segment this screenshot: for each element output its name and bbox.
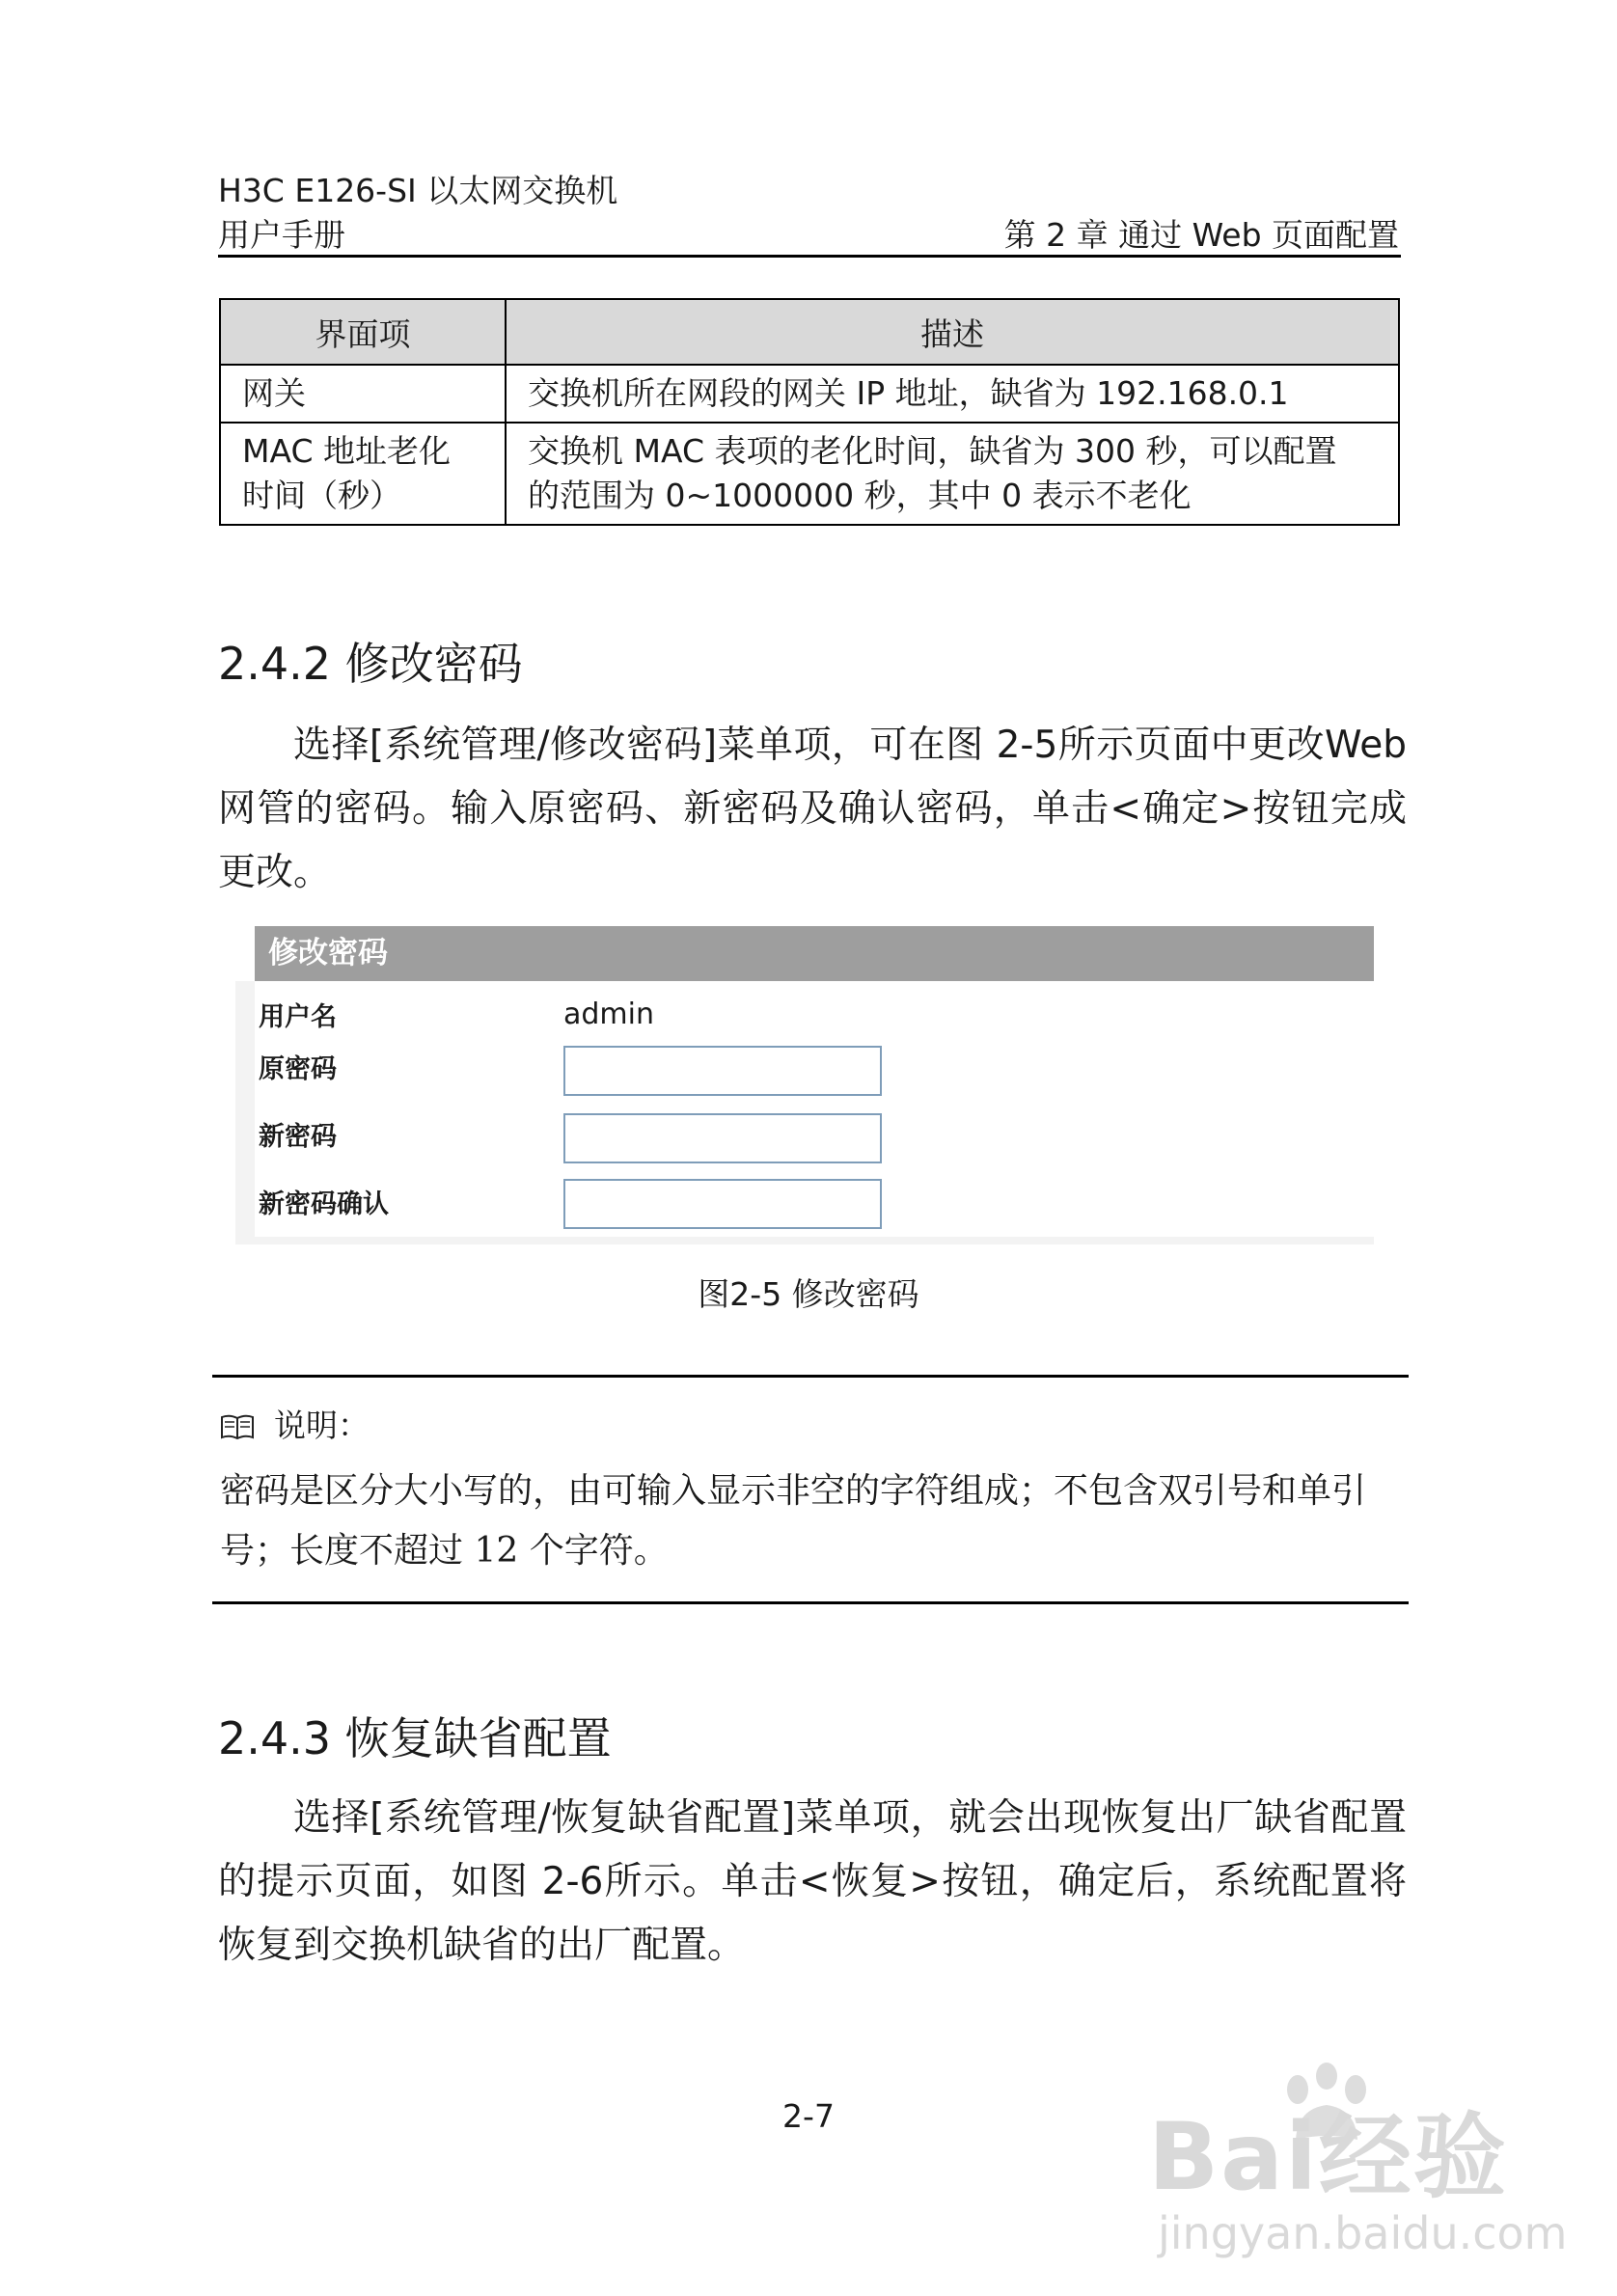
header-chapter: 第 2 章 通过 Web 页面配置 (1003, 216, 1399, 254)
change-password-figure (235, 926, 1374, 1244)
new-password-label: 新密码 (259, 1122, 337, 1152)
table-cell-line: 交换机 MAC 表项的老化时间，缺省为 300 秒，可以配置 (528, 432, 1337, 470)
table-header-row (220, 299, 1399, 365)
table-header-cell: 描述 (506, 299, 1399, 365)
username-value: admin (563, 998, 654, 1031)
watermark-url: jingyan.baidu.com (1158, 2207, 1568, 2259)
section-heading-2-4-3: 2.4.3 恢复缺省配置 (218, 1712, 612, 1764)
section-paragraph-2-4-3: 选择[系统管理/恢复缺省配置]菜单项，就会出现恢复出厂缺省配置的提示页面，如图 2-6所示。单击<恢复>按钮，确定后，系统配置将恢复到交换机缺省的出厂配置。 (218, 1796, 1407, 1967)
new-password-input[interactable] (563, 1113, 882, 1163)
figure-shade-bottom (235, 1237, 1374, 1244)
table-cell-line: 时间（秒） (242, 477, 401, 514)
watermark-brand: Bai经验 (1148, 2103, 1508, 2211)
old-password-input[interactable] (563, 1046, 882, 1096)
note-body: 密码是区分大小写的，由可输入显示非空的字符组成；不包含双引号和单引号；长度不超过 12 个字符。 (220, 1471, 1367, 1571)
book-icon (220, 1410, 255, 1437)
table-cell-item (220, 423, 506, 525)
table-cell-line: 的范围为 0~1000000 秒，其中 0 表示不老化 (528, 477, 1192, 514)
section-paragraph-2-4-2: 选择[系统管理/修改密码]菜单项，可在图 2-5所示页面中更改Web网管的密码。输入原密码、新密码及确认密码，单击<确定>按钮完成更改。 (218, 724, 1407, 894)
table-cell-line: MAC 地址老化 (242, 432, 451, 470)
figure-caption: 图2-5 修改密码 (698, 1275, 919, 1313)
note-title: 说明： (274, 1407, 370, 1444)
table-row (220, 423, 1399, 525)
header-product: H3C E126-SI 以太网交换机 (218, 172, 618, 209)
note-top-rule (212, 1375, 1409, 1378)
table-header-cell: 界面项 (220, 299, 506, 365)
section-heading-2-4-2: 2.4.2 修改密码 (218, 638, 523, 690)
figure-title-bar: 修改密码 (255, 926, 1374, 981)
table-row (220, 365, 1399, 423)
confirm-password-label: 新密码确认 (259, 1189, 389, 1219)
description-table (219, 298, 1400, 526)
header-rule (218, 255, 1401, 258)
figure-shade-left (235, 981, 255, 1244)
old-password-label: 原密码 (259, 1054, 337, 1084)
confirm-password-input[interactable] (563, 1179, 882, 1229)
username-label: 用户名 (259, 1002, 337, 1032)
table-cell-desc: 交换机所在网段的网关 IP 地址，缺省为 192.168.0.1 (506, 365, 1399, 423)
header-manual: 用户手册 (218, 216, 345, 254)
table-cell-desc (506, 423, 1399, 525)
table-cell-item: 网关 (220, 365, 506, 423)
page-number: 2-7 (782, 2097, 835, 2135)
note-bottom-rule (212, 1601, 1409, 1604)
baidu-watermark (1148, 2063, 1568, 2275)
note-heading (220, 1401, 370, 1446)
